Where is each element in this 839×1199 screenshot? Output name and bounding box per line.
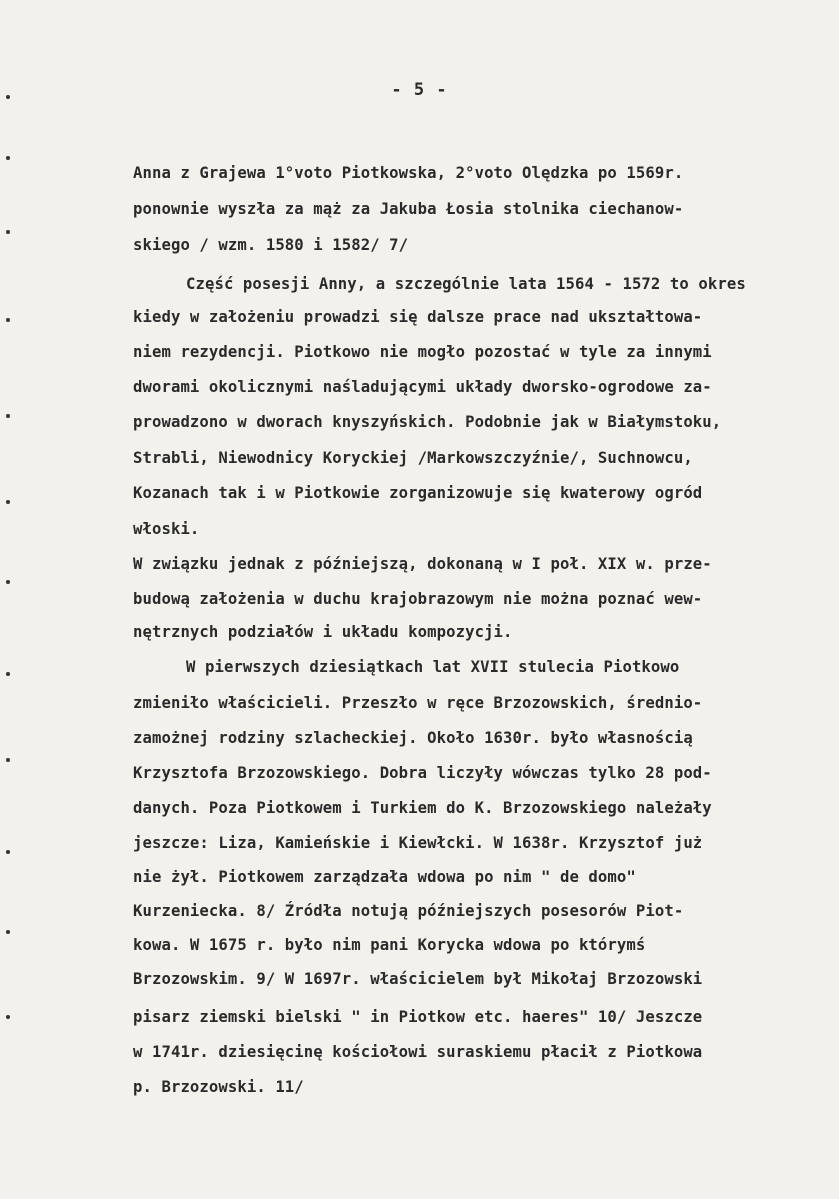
text-line: zmieniło właścicieli. Przeszło w ręce Brzozowskich, średnio- bbox=[133, 694, 703, 712]
text-line: Strabli, Niewodnicy Koryckiej /Markowszczyźnie/, Suchnowcu, bbox=[133, 449, 693, 467]
margin-dot bbox=[6, 500, 10, 504]
margin-dot bbox=[6, 230, 10, 234]
margin-dot bbox=[6, 580, 10, 584]
text-line: Kozanach tak i w Piotkowie zorganizowuje się kwaterowy ogród bbox=[133, 484, 703, 502]
text-line: Krzysztofa Brzozowskiego. Dobra liczyły wówczas tylko 28 pod- bbox=[133, 764, 712, 782]
margin-dot bbox=[6, 156, 10, 160]
text-line: danych. Poza Piotkowem i Turkiem do K. Brzozowskiego należały bbox=[133, 799, 712, 817]
page-number: - 5 - bbox=[391, 80, 448, 100]
text-line: W pierwszych dziesiątkach lat XVII stulecia Piotkowo bbox=[186, 658, 680, 676]
margin-dot bbox=[6, 850, 10, 854]
margin-dot bbox=[6, 318, 10, 322]
margin-dot bbox=[6, 1015, 10, 1019]
text-line: nętrznych podziałów i układu kompozycji. bbox=[133, 623, 513, 641]
text-line: włoski. bbox=[133, 520, 200, 538]
text-line: Kurzeniecka. 8/ Źródła notują późniejszych posesorów Piot- bbox=[133, 902, 684, 920]
text-line: pisarz ziemski bielski " in Piotkow etc. haeres" 10/ Jeszcze bbox=[133, 1008, 703, 1026]
text-line: Część posesji Anny, a szczególnie lata 1564 - 1572 to okres bbox=[186, 275, 746, 293]
text-line: budową założenia w duchu krajobrazowym nie można poznać wew- bbox=[133, 590, 703, 608]
text-line: prowadzono w dworach knyszyńskich. Podobnie jak w Białymstoku, bbox=[133, 413, 722, 431]
margin-dot bbox=[6, 930, 10, 934]
text-line: w 1741r. dziesięcinę kościołowi suraskiemu płacił z Piotkowa bbox=[133, 1043, 703, 1061]
text-line: zamożnej rodziny szlacheckiej. Około 1630r. było własnością bbox=[133, 729, 693, 747]
margin-dot bbox=[6, 672, 10, 676]
text-line: ponownie wyszła za mąż za Jakuba Łosia stolnika ciechanow- bbox=[133, 200, 684, 218]
margin-dot bbox=[6, 414, 10, 418]
text-line: skiego / wzm. 1580 i 1582/ 7/ bbox=[133, 236, 409, 254]
text-line: niem rezydencji. Piotkowo nie mogło pozostać w tyle za innymi bbox=[133, 343, 712, 361]
text-line: kowa. W 1675 r. było nim pani Korycka wdowa po którymś bbox=[133, 936, 646, 954]
text-line: kiedy w założeniu prowadzi się dalsze prace nad ukształtowa- bbox=[133, 308, 703, 326]
text-line: nie żył. Piotkowem zarządzała wdowa po nim " de domo" bbox=[133, 868, 636, 886]
text-line: dworami okolicznymi naśladującymi układy dworsko-ogrodowe za- bbox=[133, 378, 712, 396]
text-line: Brzozowskim. 9/ W 1697r. właścicielem był Mikołaj Brzozowski bbox=[133, 970, 703, 988]
text-line: jeszcze: Liza, Kamieńskie i Kiewłcki. W 1638r. Krzysztof już bbox=[133, 834, 703, 852]
margin-dot bbox=[6, 758, 10, 762]
text-line: Anna z Grajewa 1°voto Piotkowska, 2°voto Olędzka po 1569r. bbox=[133, 164, 684, 182]
text-line: W związku jednak z późniejszą, dokonaną w I poł. XIX w. prze- bbox=[133, 555, 712, 573]
text-line: p. Brzozowski. 11/ bbox=[133, 1078, 304, 1096]
